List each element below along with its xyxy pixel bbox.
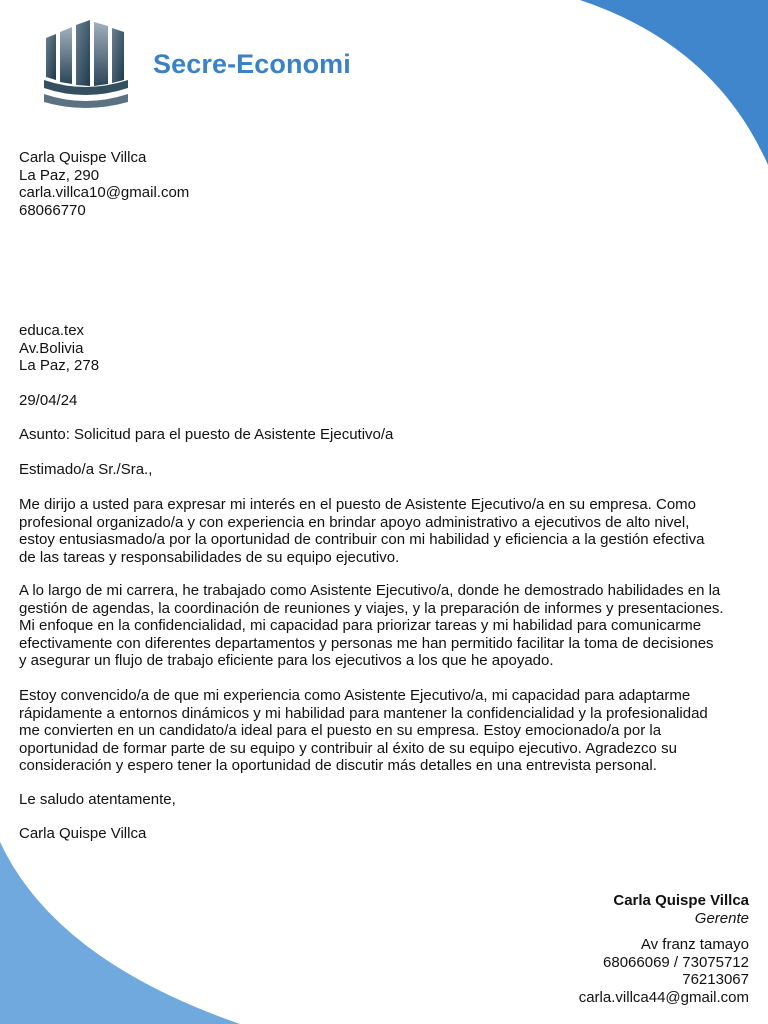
sender-block — [19, 149, 189, 219]
signature-block-phones: 68066069 / 73075712 — [603, 953, 749, 971]
body-paragraph-1 — [19, 496, 759, 566]
paragraph-line: Estoy convencido/a de que mi experiencia como Asistente Ejecutivo/a, mi capacidad para adaptarme — [19, 687, 691, 704]
recipient-company: educa.tex — [19, 322, 85, 339]
paragraph-line: oportunidad de formar parte de su equipo y contribuir al éxito de su equipo ejecutivo. Agradezco su — [19, 739, 677, 757]
signature-block — [579, 892, 749, 1006]
signature-block-address: Av franz tamayo — [640, 936, 749, 953]
sender-address: La Paz, 290 — [19, 166, 100, 184]
signature-block-name: Carla Quispe Villca — [613, 892, 749, 909]
paragraph-line: consideración y espero tener la oportunidad de discutir más detalles en una entrevista personal. — [19, 757, 657, 774]
bottom-left-blue-shape — [0, 842, 240, 1024]
sender-email: carla.villca10@gmail.com — [19, 184, 190, 201]
paragraph-line: y asegurar un flujo de trabajo eficiente para los ejecutivos a los que he apoyado. — [19, 652, 554, 669]
paragraph-line: me convierten en un candidato/a ideal para el puesto en su empresa. Estoy emocionado/a por la — [19, 722, 662, 739]
paragraph-line: Mi enfoque en la confidencialidad, mi capacidad para priorizar tareas y mi habilidad para comunicarme — [19, 617, 702, 634]
body-paragraph-2 — [19, 582, 759, 670]
letter-closing: Le saludo atentamente, — [19, 791, 176, 808]
brand-name: Secre-Economi — [153, 49, 351, 79]
paragraph-line: Me dirijo a usted para expresar mi interés en el puesto de Asistente Ejecutivo/a en su empresa. Como — [19, 496, 697, 513]
letter-subject: Asunto: Solicitud para el puesto de Asistente Ejecutivo/a — [19, 426, 394, 443]
letter-salutation: Estimado/a Sr./Sra., — [19, 461, 153, 478]
top-right-blue-shape — [580, 0, 768, 165]
signature-name: Carla Quispe Villca — [19, 825, 147, 842]
recipient-block — [19, 322, 99, 375]
paragraph-line: efectivamente con diferentes departamentos y personas me han permitido facilitar la toma de decisiones — [19, 634, 714, 652]
letter-date: 29/04/24 — [19, 392, 78, 409]
paragraph-line: profesional organizado/a y con experiencia en brindar apoyo administrativo a ejecutivos de alto nivel, — [19, 513, 690, 531]
signature-block-email: carla.villca44@gmail.com — [578, 988, 749, 1006]
building-columns-icon — [38, 14, 138, 114]
paragraph-line: de las tareas y responsabilidades de su equipo ejecutivo. — [19, 548, 400, 566]
recipient-city: La Paz, 278 — [19, 357, 100, 374]
paragraph-line: estoy entusiasmado/a por la oportunidad de contribuir con mi habilidad y eficiencia a la gestión efectiva — [19, 531, 705, 548]
sender-name: Carla Quispe Villca — [19, 149, 147, 166]
paragraph-line: rápidamente a entornos dinámicos y mi habilidad para mantener la confidencialidad y la profesionalidad — [19, 704, 708, 722]
paragraph-line: A lo largo de mi carrera, he trabajado como Asistente Ejecutivo/a, donde he demostrado habilidades en la — [19, 582, 721, 599]
recipient-street: Av.Bolivia — [19, 339, 84, 357]
sender-phone: 68066770 — [19, 201, 86, 219]
signature-block-role: Gerente — [694, 909, 749, 927]
signature-block-phone-2: 76213067 — [682, 971, 749, 988]
body-paragraph-3 — [19, 687, 759, 775]
paragraph-line: gestión de agendas, la coordinación de reuniones y viajes, y la preparación de informes y presentaciones. — [19, 599, 724, 617]
